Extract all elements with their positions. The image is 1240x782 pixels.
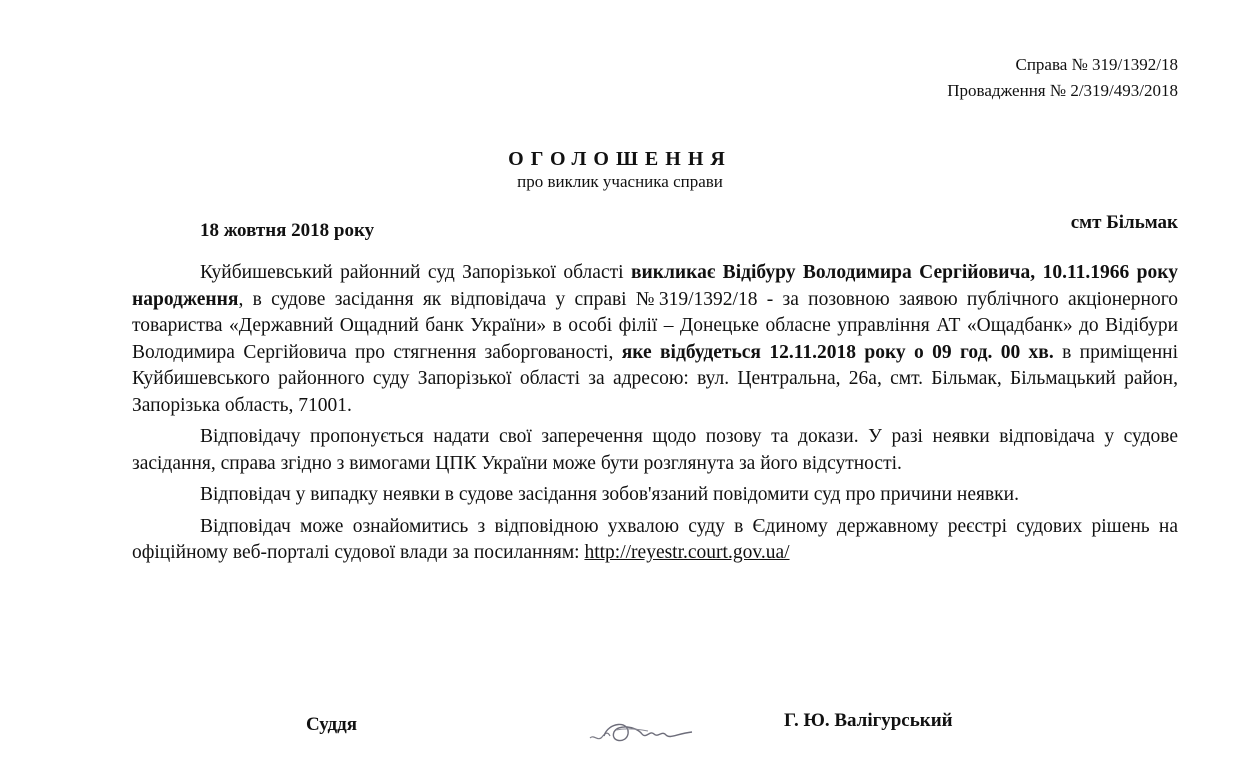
- registry-text: Відповідач може ознайомитись з відповідною ухвалою суду в Єдиному державному реєстрі судових рішень на офіційному веб-порталі судової влади за посиланням:: [132, 515, 1178, 563]
- paragraph-objections: Відповідачу пропонується надати свої заперечення щодо позову та докази. У разі неявки відповідача у судове засідання, справа згідно з вимогами ЦПК України може бути розглянута за його відсутності.: [132, 426, 1178, 474]
- registry-link[interactable]: http://reyestr.court.gov.ua/: [584, 542, 790, 563]
- summons-defendant: викликає Відібуру Володимира Сергійовича, 10.11.1966 року народження: [132, 262, 1178, 310]
- proceeding-number: Провадження № 2/319/493/2018: [947, 81, 1178, 100]
- document-date: 18 жовтня 2018 року: [200, 220, 375, 241]
- judge-label: Суддя: [306, 714, 358, 735]
- paragraph-summons: [132, 260, 1178, 419]
- document-title: ОГОЛОШЕННЯ: [508, 148, 732, 170]
- summons-court: Куйбишевський районний суд Запорізької області: [200, 262, 631, 283]
- paragraph-absence-notice: Відповідач у випадку неявки в судове засідання зобов'язаний повідомити суд про причини неявки.: [200, 484, 1019, 505]
- summons-hearing-time: яке відбудеться 12.11.2018 року о 09 год. 00 хв.: [621, 341, 1054, 363]
- case-number: Справа № 319/1392/18: [1015, 55, 1178, 74]
- document-body: [132, 260, 1178, 567]
- document-subtitle: про виклик учасника справи: [517, 172, 723, 191]
- summons-address: в приміщенні Куйбишевського районного суду Запорізької області за адресою: вул. Центральна, 26а, смт. Більмак, Більмацький район, Запорізька область, 71001.: [132, 341, 1178, 416]
- summons-case-details: , в судове засідання як відповідача у справі №319/1392/18 - за позовною заявою публічного акціонерного товариства «Державний Ощадний банк України» в особі філії – Донецьке обласне управління АТ «Ощадбанк» до Відібури Володимира Сергійовича про стягнення заборгованості,: [132, 288, 1178, 363]
- judge-name: Г. Ю. Валігурський: [784, 710, 953, 731]
- case-reference: [947, 52, 1178, 104]
- document-place: смт Більмак: [1070, 212, 1178, 233]
- paragraph-registry: [132, 514, 1178, 567]
- judge-signature-icon: [586, 712, 696, 752]
